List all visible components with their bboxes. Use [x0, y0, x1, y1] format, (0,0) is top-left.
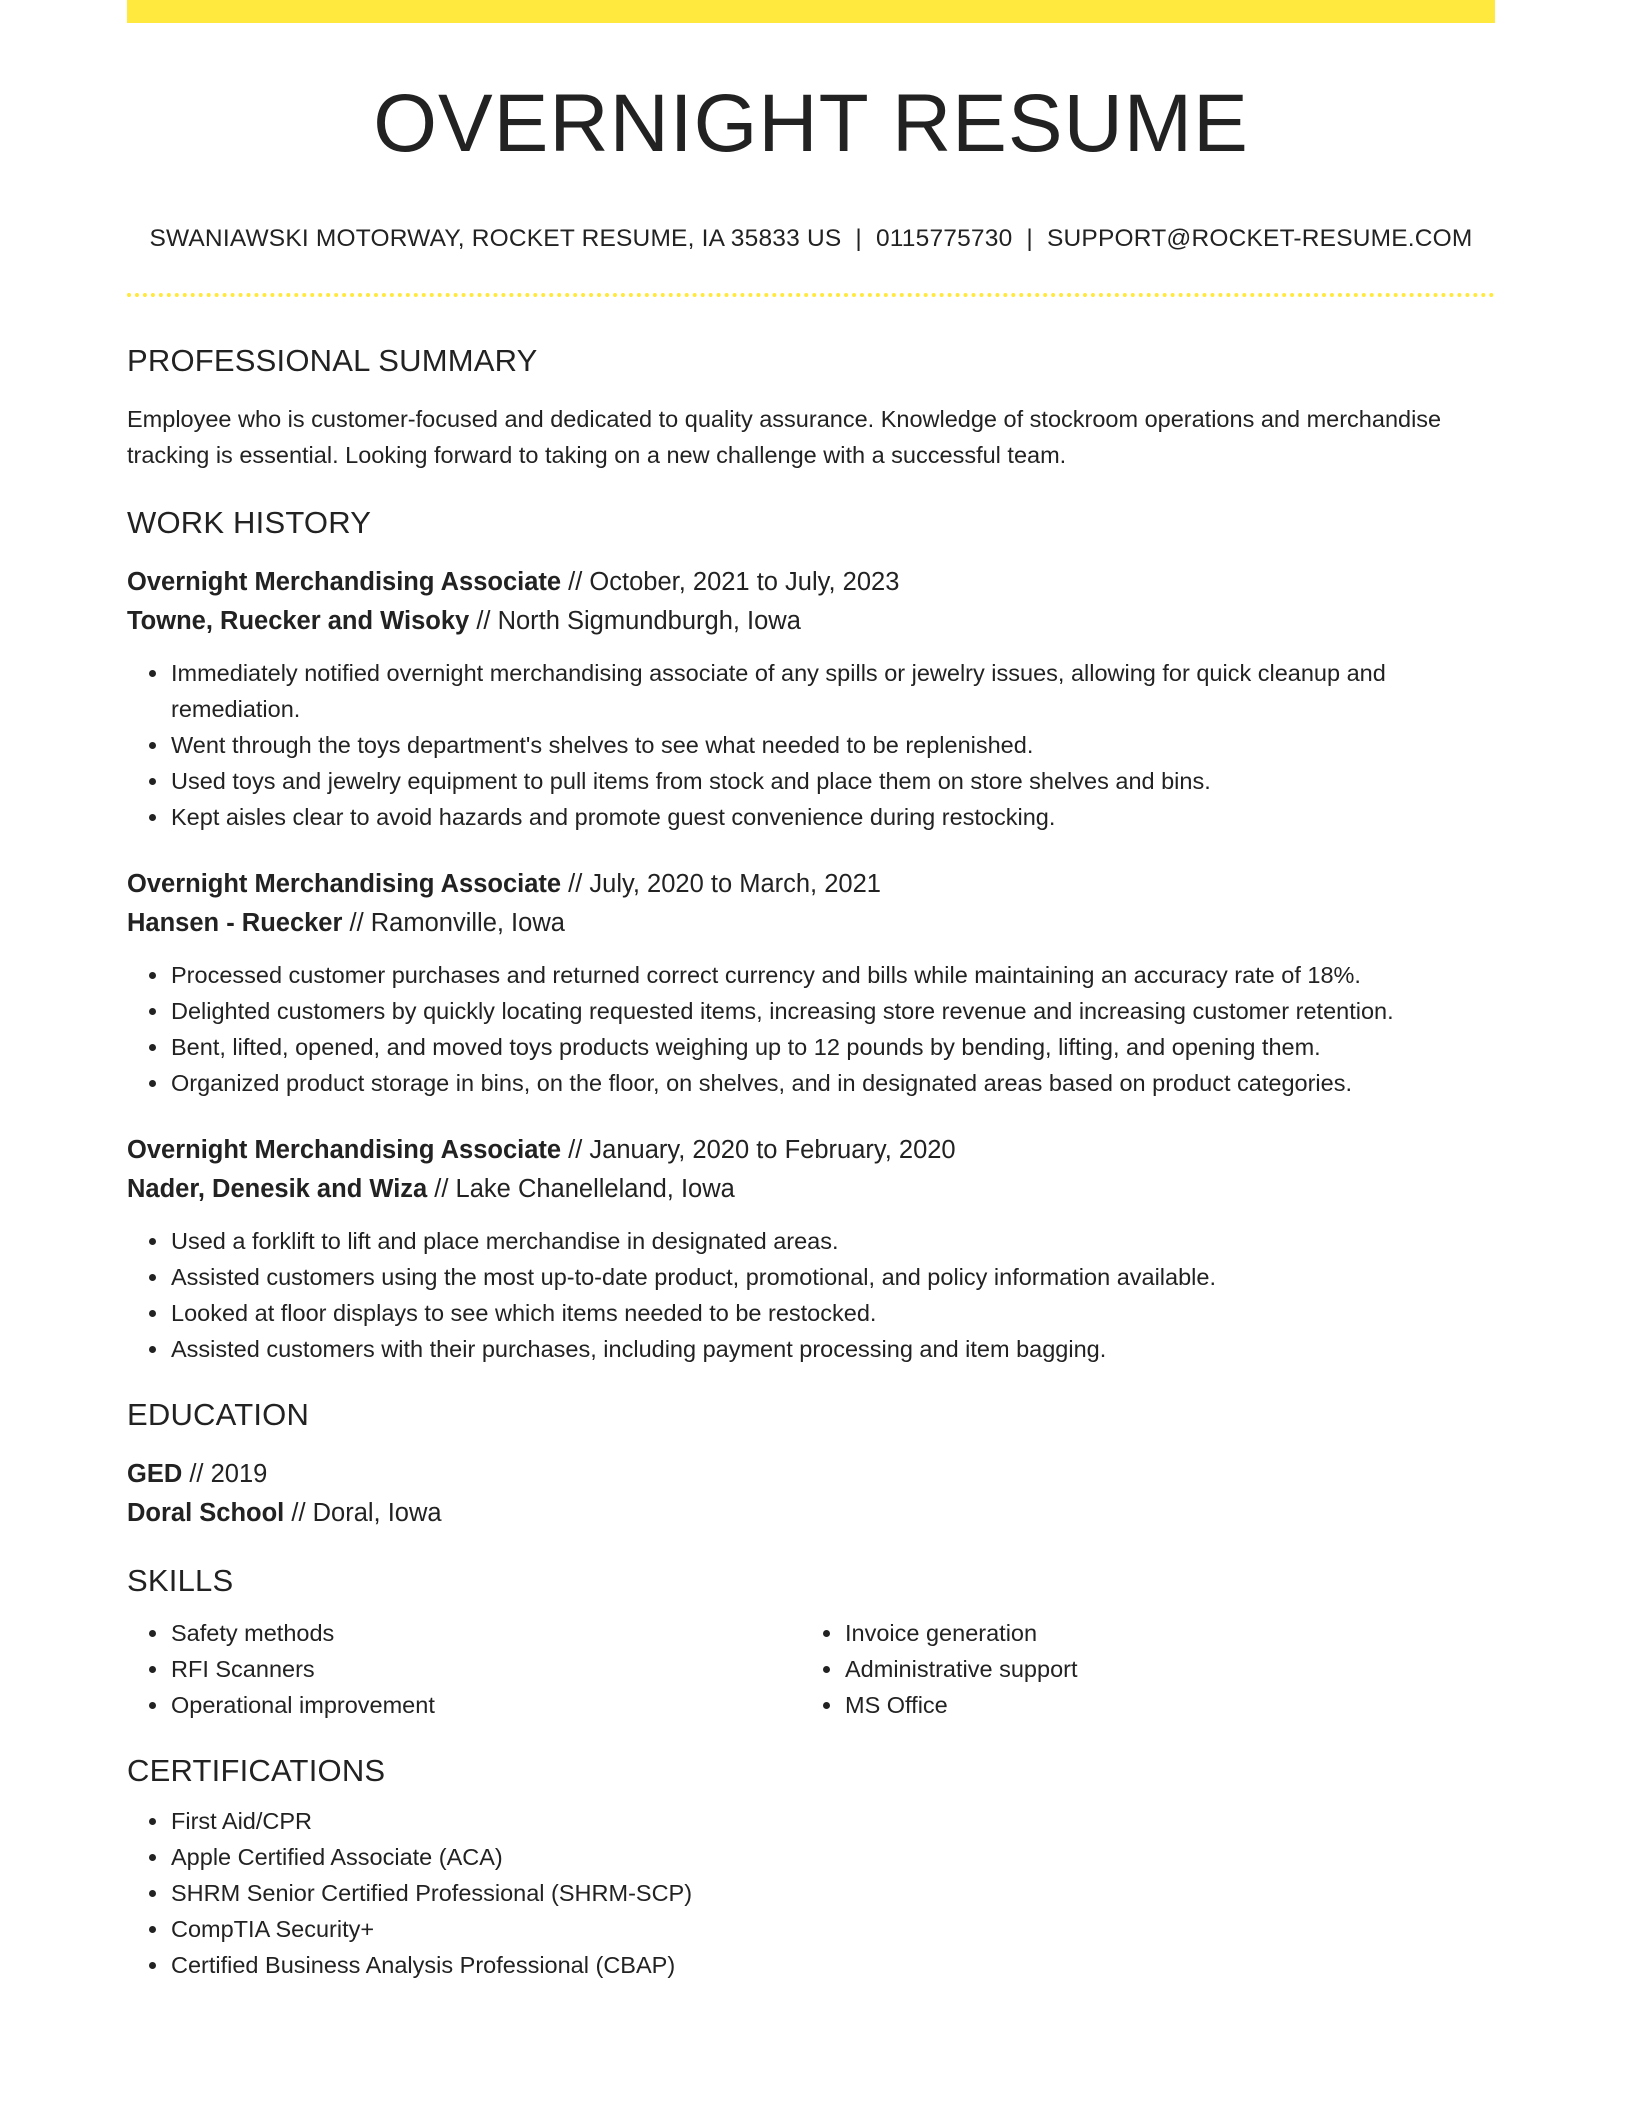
education-year: // 2019	[182, 1460, 268, 1489]
resume-page	[127, 0, 1495, 1983]
certifications-list	[127, 1803, 1495, 1983]
list-item: • Organized product storage in bins, on the floor, on shelves, and in designated areas based on product categories.	[170, 1065, 1495, 1101]
skills-column-right	[801, 1615, 1475, 1723]
job-company: Nader, Denesik and Wiza	[127, 1175, 428, 1204]
contact-line	[127, 225, 1495, 253]
list-item: • Delighted customers by quickly locating requested items, increasing store revenue and increasing customer retention.	[170, 993, 1495, 1029]
job-location: // North Sigmundburgh, Iowa	[469, 607, 801, 636]
list-item: • Operational improvement	[170, 1687, 801, 1723]
job-company-line	[127, 602, 1495, 641]
accent-top-bar	[127, 0, 1495, 23]
list-item: • Safety methods	[170, 1615, 801, 1651]
list-item: • Processed customer purchases and returned correct currency and bills while maintaining an accuracy rate of 18%.	[170, 957, 1495, 993]
job-dates: // July, 2020 to March, 2021	[561, 870, 881, 899]
list-item: • Certified Business Analysis Professional (CBAP)	[170, 1947, 1495, 1983]
list-item: • Looked at floor displays to see which items needed to be restocked.	[170, 1295, 1495, 1331]
list-item: • Used toys and jewelry equipment to pull items from stock and place them on store shelves and bins.	[170, 763, 1495, 799]
education-entry	[127, 1455, 1495, 1533]
job-dates: // October, 2021 to July, 2023	[561, 568, 900, 597]
contact-email: SUPPORT@ROCKET-RESUME.COM	[1047, 225, 1473, 253]
list-item: • Bent, lifted, opened, and moved toys products weighing up to 12 pounds by bending, lifting, and opening them.	[170, 1029, 1495, 1065]
education-degree: GED	[127, 1460, 183, 1489]
job-bullets	[127, 957, 1495, 1101]
job-company-line	[127, 1170, 1495, 1209]
education-school: Doral School	[127, 1499, 285, 1528]
job-title-line	[127, 865, 1495, 904]
job-bullets	[127, 1223, 1495, 1367]
list-item: • First Aid/CPR	[170, 1803, 1495, 1839]
section-title-skills: SKILLS	[127, 1563, 234, 1599]
education-school-line	[127, 1494, 1495, 1533]
job-location: // Lake Chanelleland, Iowa	[427, 1175, 735, 1204]
list-item: • Apple Certified Associate (ACA)	[170, 1839, 1495, 1875]
job-entry	[127, 865, 1495, 1101]
job-company-line	[127, 904, 1495, 943]
list-item: • RFI Scanners	[170, 1651, 801, 1687]
section-title-certifications: CERTIFICATIONS	[127, 1753, 386, 1789]
contact-address: SWANIAWSKI MOTORWAY, ROCKET RESUME, IA 35833 US	[149, 225, 842, 253]
contact-separator: |	[1026, 225, 1033, 253]
section-title-work-history: WORK HISTORY	[127, 505, 372, 541]
list-item: • Administrative support	[844, 1651, 1475, 1687]
list-item: • Immediately notified overnight merchandising associate of any spills or jewelry issues, allowing for quick cleanup and remediation.	[170, 655, 1495, 727]
job-dates: // January, 2020 to February, 2020	[561, 1136, 956, 1165]
contact-separator: |	[855, 225, 862, 253]
list-item: • SHRM Senior Certified Professional (SHRM-SCP)	[170, 1875, 1495, 1911]
job-location: // Ramonville, Iowa	[342, 909, 565, 938]
list-item: • Invoice generation	[844, 1615, 1475, 1651]
dotted-divider	[127, 293, 1495, 297]
job-title-line	[127, 1131, 1495, 1170]
job-role: Overnight Merchandising Associate	[127, 568, 562, 597]
list-item: • Assisted customers with their purchases, including payment processing and item bagging.	[170, 1331, 1495, 1367]
job-title-line	[127, 563, 1495, 602]
section-title-education: EDUCATION	[127, 1397, 310, 1433]
job-company: Hansen - Ruecker	[127, 909, 343, 938]
job-entry	[127, 1131, 1495, 1367]
skills-column-left	[127, 1615, 801, 1723]
list-item: • Assisted customers using the most up-to-date product, promotional, and policy information available.	[170, 1259, 1495, 1295]
summary-text: Employee who is customer-focused and dedicated to quality assurance. Knowledge of stockroom operations and merchandise tracking is essential. Looking forward to taking on a new challenge with a successful team.	[127, 406, 1442, 469]
list-item: • Kept aisles clear to avoid hazards and promote guest convenience during restocking.	[170, 799, 1495, 835]
education-location: // Doral, Iowa	[284, 1499, 442, 1528]
job-bullets	[127, 655, 1495, 835]
list-item: • MS Office	[844, 1687, 1475, 1723]
list-item: • Used a forklift to lift and place merchandise in designated areas.	[170, 1223, 1495, 1259]
skills-grid	[127, 1615, 1495, 1723]
list-item: • Went through the toys department's shelves to see what needed to be replenished.	[170, 727, 1495, 763]
job-entry	[127, 563, 1495, 835]
job-role: Overnight Merchandising Associate	[127, 1136, 562, 1165]
job-role: Overnight Merchandising Associate	[127, 870, 562, 899]
job-company: Towne, Ruecker and Wisoky	[127, 607, 470, 636]
resume-name: OVERNIGHT RESUME	[373, 78, 1249, 169]
education-degree-line	[127, 1455, 1495, 1494]
contact-phone: 0115775730	[875, 225, 1013, 253]
list-item: • CompTIA Security+	[170, 1911, 1495, 1947]
section-title-summary: PROFESSIONAL SUMMARY	[127, 343, 538, 379]
